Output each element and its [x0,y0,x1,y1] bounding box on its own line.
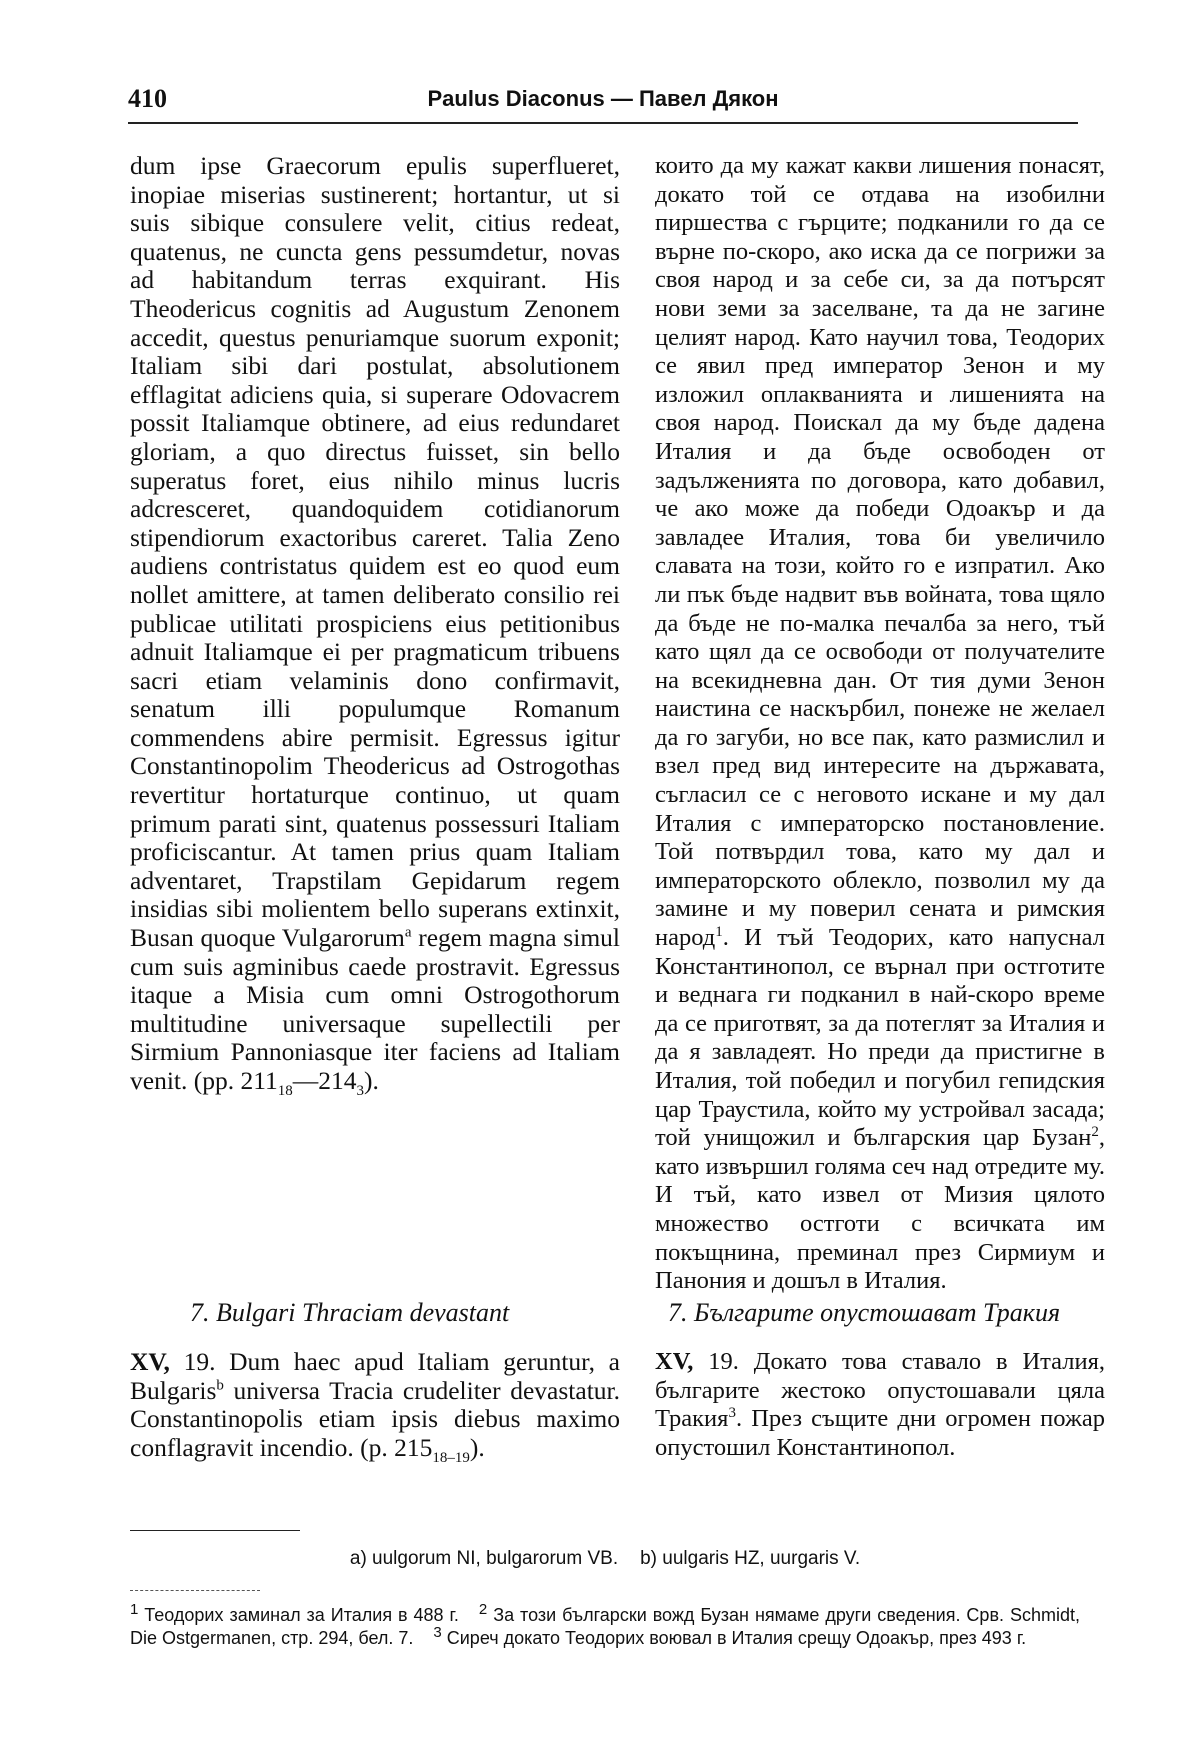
footnote-3: Сиреч докато Теодорих воювал в Италия срещу Одоакър, през 493 г. [441,1628,1027,1648]
apparatus-rule [130,1530,300,1531]
footnote-ref-1: 1 [715,923,723,940]
latin-page-reference-2: (p. $215_{18-19}$). [360,1432,485,1466]
footnote-1: Теодорих заминал за Италия в 488 г. [138,1605,459,1625]
section-7-latin: XV, 19. Dum haec apud Italiam geruntur, a Bulgaris$^b$ universa Tracia crudeliter devastatur. Constantinopolis etiam ipsis diebus maximo conflagravit incendio. (p. $215_{18-19}$). [130,1347,620,1466]
page-number: 410 [128,84,167,113]
page-header [128,82,1078,122]
apparatus-a: a) uulgorum NI, bulgarorum VB. [349,1548,619,1569]
apparatus-mark-a: a [404,924,412,941]
section-title-bulgarian: 7. Българите опустошават Тракия [668,1298,1061,1327]
footnote-rule [130,1590,260,1591]
footnotes [130,1601,1080,1650]
footnote-2: За този български вожд Бузан нямаме други сведения. Срв. Schmidt, Die Ostgermanen, стр. 294, бел. 7. [130,1605,1080,1648]
running-head: Paulus Diaconus — Павел Дякон [427,86,779,111]
apparatus-mark-b: b [216,1377,224,1394]
bulgarian-text: които да му кажат какви лишения понасят, докато той се отдава на изобилни пиршества с гърците; подканили го да се върне по-скоро, ако иска да се погрижи за своя народ и за себе си, за да потърсят нови земи за заселване, та да не загине целият народ. Като научил това, Теодорих се явил пред император Зенон и му изложил оплакванията и лишенията на своя народ. Поискал да му бъде дадена Италия и да бъде освободен от задълженията по договора, като добавил, че ако може да победи Одоакър и да завладее Италия, това би увеличило славата на този, който го е изпратил. Ако ли пък бъде надвит във войната, това щяло да бъде не по-малка печалба за него, тъй като щял да се освободи от получателите на всекидневна дан. От тия думи Зенон наистина се наскърбил, понеже не желаел да го загуби, но все пак, като размислил и взел пред вид интересите на държавата, съгласил се с неговото искане и му дал Италия с императорско постановление. Той потвърдил това, като му дал и императорското облекло, позволил му да замине и му поверил сената и римския народ [655,152,1105,952]
bulgarian-paragraph [655,152,1105,1296]
latin-paragraph [130,151,620,1100]
chapter-number: XV, [130,1347,170,1376]
header-rule [128,122,1078,124]
footnote-ref-2: 2 [1091,1124,1099,1141]
latin-text-continued: regem magna simul cum suis agminibus caede prostravit. Egressus itaque a Misia cum omni Ostrogothorum multitudine universaque supellectili per Sirmium Pannoniasque iter faciens ad Italiam venit. [130,923,620,1095]
section-7-bulgarian: XV, 19. Докато това ставало в Италия, българите жестоко опустошавали цяла Тракия$^3$. През същите дни огромен пожар опустошил Константинопол. [655,1348,1105,1461]
footnote-text: $^1$ Теодорих заминал за Италия в 488 г. $^2$ За този български вожд Бузан нямаме други сведения. Срв. Schmidt, Die Ostgermanen, стр. 294, бел. 7. $^3$ Сиреч докато Теодорих воювал в Италия срещу Одоакър, през 493 г. [130,1601,1080,1648]
bulgarian-column [655,152,1105,1296]
latin-column [130,151,620,1100]
section-title-latin: 7. Bulgari Thraciam devastant [190,1298,510,1327]
bulgarian-text-end: , като извършил голяма сеч над отредите му. И тъй, като извел от Мизия цялото множество остготи с всичката им покъщнина, преминал през Сирмиум и Панония и дошъл в Италия. [655,1124,1105,1295]
chapter-number: XV, [655,1348,694,1375]
bulgarian-text-continued: . И тъй Теодорих, като напуснал Константинопол, се върнал при остготите и веднага ги подканил в най-скоро време да се приготвят, за да потеглят за Италия и да я завладеят. Но преди да пристигне в Италия, той победил и погубил гепидския цар Траустила, който му устройвал засада; той унищожил и българския цар Бузан [655,924,1105,1152]
critical-apparatus [130,1548,1080,1570]
latin-text: dum ipse Graecorum epulis superflueret, inopiae miserias sustinerent; hortantur, ut si suis sibique consulere velit, citius redeat, quatenus, ne cuncta gens pessumdetur, novas ad habitandum terras exquirant. His Theodericus cognitis ad Augustum Zenonem accedit, questus penuriamque suorum exponit; Italiam sibi dari postulat, absolutionem efflagitat adiciens quia, si superare Odovacrem possit Italiamque obtinere, ad eius redundaret gloriam, a quo directus fuisset, sin bello superatus foret, eius nihilo minus lucris adcresceret, quandoquidem cotidianorum stipendiorum exactoribus careret. Talia Zeno audiens contristatus quidem est eo quod eum nollet amittere, at tamen deliberato consilio rei publicae utilitati prospiciens eius petitionibus adnuit Italiamque ei per pragmaticum tribuens sacri etiam velaminis dono confirmavit, senatum illi populumque Romanum commendens abire permisit. Egressus igitur Constantinopolim Theodericus ad Ostrogothas revertitur hortaturque continuo, ut quam primum parati sint, quatenus possessuri Italiam proficiscantur. At tamen prius quam Italiam adventaret, Trapstilam Gepidarum regem insidias sibi molientem bello superans extinxit, Busan quoque Vulgarorum [130,151,620,953]
latin-page-reference: (pp. $211_{18}—214_3$). [193,1066,379,1100]
footnote-ref-3: 3 [728,1405,736,1422]
apparatus-b: b) uulgaris HZ, uurgaris V. [640,1548,861,1569]
